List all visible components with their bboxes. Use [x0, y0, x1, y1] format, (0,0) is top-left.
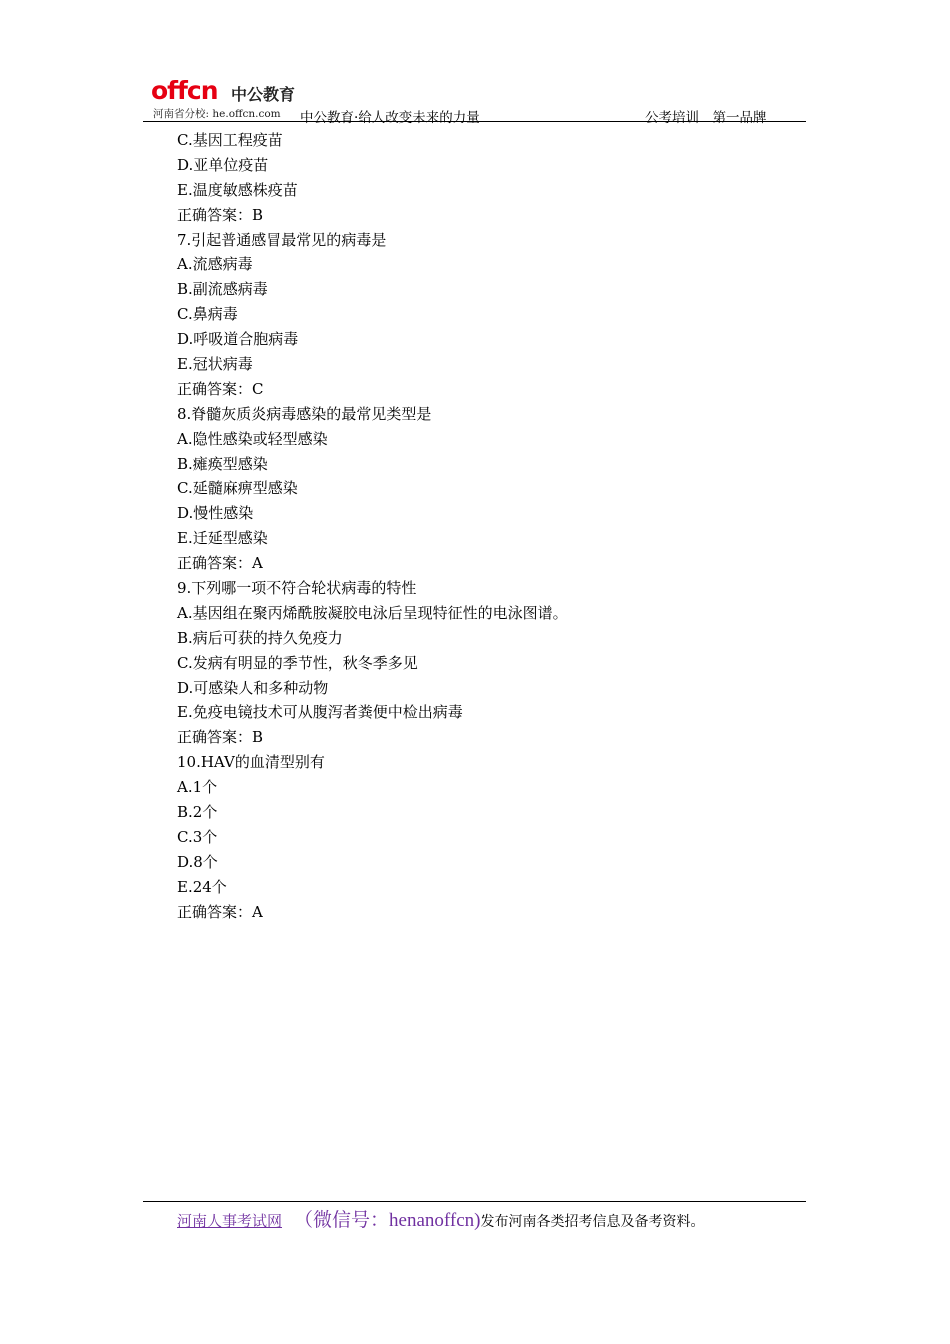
text-line: 7.引起普通感冒最常见的病毒是 — [177, 230, 387, 249]
logo-subtitle: 河南省分校: he.offcn.com — [153, 108, 281, 120]
text-line: D.慢性感染 — [177, 504, 254, 523]
header-brand: 公考培训 第一品牌 — [645, 110, 767, 126]
answer-line: 正确答案：B — [177, 728, 264, 747]
text-line: E.冠状病毒 — [177, 355, 253, 374]
text-line: E.24个 — [177, 877, 227, 896]
logo-wordmark: offcn — [151, 76, 218, 105]
answer-line: 正确答案：A — [177, 902, 263, 921]
text-line: 8.脊髓灰质炎病毒感染的最常见类型是 — [177, 404, 432, 423]
text-line: B.瘫痪型感染 — [177, 454, 268, 473]
text-line: C.3个 — [177, 827, 218, 846]
page-footer — [177, 1208, 704, 1235]
offcn-logo — [151, 76, 301, 106]
header-slogan: 中公教育·给人改变未来的力量 — [300, 110, 480, 126]
text-line: B.副流感病毒 — [177, 280, 268, 299]
text-line: B.病后可获的持久免疫力 — [177, 628, 343, 647]
text-line: A.基因组在聚丙烯酰胺凝胶电泳后呈现特征性的电泳图谱。 — [177, 603, 568, 622]
text-line: C.发病有明显的季节性，秋冬季多见 — [177, 653, 418, 672]
text-line: A.1个 — [177, 778, 218, 797]
text-line: 10.HAV的血清型别有 — [177, 753, 325, 772]
footer-divider — [143, 1201, 806, 1202]
text-line: C.基因工程疫苗 — [177, 131, 283, 149]
footer-site-link[interactable]: 河南人事考试网 — [177, 1212, 283, 1230]
footer-wechat-id: （微信号：henanoffcn) — [294, 1210, 481, 1231]
header-divider — [143, 121, 806, 122]
text-line: A.隐性感染或轻型感染 — [177, 429, 328, 448]
text-line: E.温度敏感株疫苗 — [177, 180, 298, 199]
text-line: E.迁延型感染 — [177, 529, 268, 548]
text-line: D.亚单位疫苗 — [177, 155, 269, 174]
question-content — [177, 128, 797, 925]
text-line: 9.下列哪一项不符合轮状病毒的特性 — [177, 579, 417, 598]
text-line: D.8个 — [177, 852, 218, 871]
footer-note: 发布河南各类招考信息及备考资料。 — [480, 1214, 705, 1230]
text-line: B.2个 — [177, 803, 218, 822]
text-line: C.鼻病毒 — [177, 305, 238, 324]
answer-line: 正确答案：C — [177, 379, 264, 398]
text-line: D.可感染人和多种动物 — [177, 678, 329, 697]
text-line: A.流感病毒 — [177, 255, 253, 274]
text-line: D.呼吸道合胞病毒 — [177, 330, 299, 349]
text-line: C.延髓麻痹型感染 — [177, 479, 298, 498]
logo-chinese-name: 中公教育 — [231, 85, 296, 104]
page-header — [143, 70, 806, 126]
answer-line: 正确答案：B — [177, 205, 264, 224]
text-line: E.免疫电镜技术可从腹泻者粪便中检出病毒 — [177, 703, 463, 722]
answer-line: 正确答案：A — [177, 554, 263, 573]
